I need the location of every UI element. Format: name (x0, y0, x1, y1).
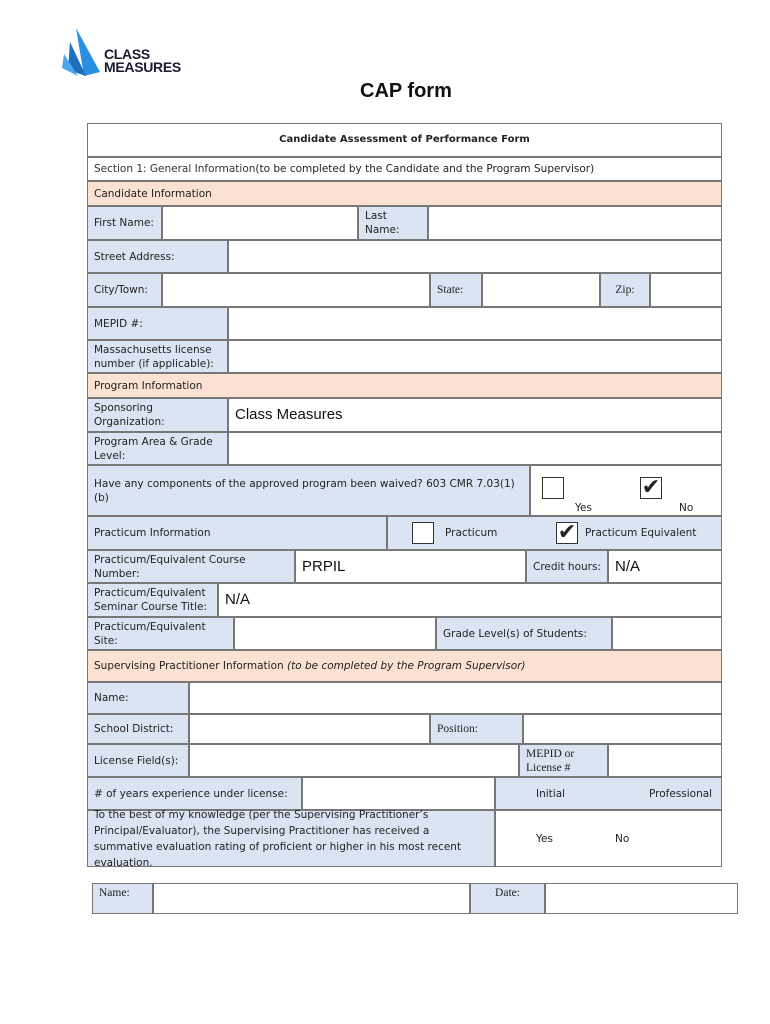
class-measures-logo-icon (62, 28, 100, 78)
professional-option[interactable]: Professional (649, 788, 713, 800)
sponsor-field[interactable] (228, 398, 722, 432)
waived-yes-checkbox[interactable] (542, 477, 564, 499)
mepid-license-label-text: MEPID or License # (526, 747, 575, 774)
brand-name (104, 48, 181, 74)
city-label (87, 273, 162, 307)
mepid-label-text: MEPID #: (94, 317, 143, 330)
waived-question-text: Have any components of the approved program been waived? 603 CMR 7.03(1)(b) (94, 477, 515, 504)
page-title: CAP form (360, 80, 452, 102)
footer-date-field[interactable] (545, 883, 738, 914)
sp-name-label-text: Name: (94, 692, 129, 704)
supervising-header-text: Supervising Practitioner Information (94, 660, 287, 672)
waived-no-checkbox[interactable] (640, 477, 662, 499)
state-field[interactable] (482, 273, 600, 307)
practicum-info-header-text: Practicum Information (94, 527, 211, 539)
site-label-text: Practicum/Equivalent Site: (94, 620, 206, 647)
footer-date-label-text: Date: (495, 887, 520, 899)
zip-field[interactable] (650, 273, 722, 307)
district-label-text: School District: (94, 723, 174, 735)
grade-levels-label (436, 617, 612, 650)
zip-label (600, 273, 650, 307)
candidate-info-header (87, 181, 722, 206)
course-number-label-text: Practicum/Equivalent Course Number: (94, 553, 246, 580)
section1-note: (to be completed by the Candidate and the Program Supervisor) (255, 163, 595, 175)
sponsor-value: Class Measures (235, 406, 343, 423)
seminar-title-label-text: Practicum/Equivalent Seminar Course Title: (94, 587, 208, 613)
seminar-title-label (87, 583, 218, 617)
sp-name-field[interactable] (189, 682, 722, 714)
last-name-field[interactable] (428, 206, 722, 240)
practicum-option-label: Practicum (445, 527, 498, 539)
license-fields-label-text: License Field(s): (94, 754, 179, 767)
last-name-label (358, 206, 428, 240)
credit-hours-field[interactable] (608, 550, 722, 583)
city-label-text: City/Town: (94, 284, 148, 296)
mepid-license-label (519, 744, 608, 777)
attest-options (495, 810, 722, 867)
license-fields-label (87, 744, 189, 777)
course-number-label (87, 550, 295, 583)
brand-line1: CLASS (104, 46, 150, 62)
license-fields-field[interactable] (189, 744, 519, 777)
site-label (87, 617, 234, 650)
first-name-field[interactable] (162, 206, 358, 240)
waived-question (87, 465, 530, 516)
city-field[interactable] (162, 273, 430, 307)
evaluation-attestation (87, 810, 495, 867)
evaluation-attestation-text: To the best of my knowledge (per the Supervising Practitioner’s Principal/Evaluator), the Supervising Practitioner has received a summative evaluation rating of proficient or higher in his most recent evaluation. (94, 808, 462, 869)
footer-name-field[interactable] (153, 883, 470, 914)
program-area-label (87, 432, 228, 465)
supervising-info-header (87, 650, 722, 682)
mepid-field[interactable] (228, 307, 722, 340)
practicum-equivalent-label: Practicum Equivalent (585, 527, 697, 539)
district-label (87, 714, 189, 744)
footer-name-label (92, 883, 153, 914)
street-address-label (87, 240, 228, 273)
attest-yes-option[interactable]: Yes (536, 833, 553, 845)
candidate-info-header-text: Candidate Information (94, 187, 212, 200)
grade-levels-field[interactable] (612, 617, 722, 650)
years-experience-field[interactable] (302, 777, 495, 810)
section1-title: Section 1: General Information (94, 163, 256, 175)
waived-yes-label: Yes (575, 502, 592, 514)
sponsor-label-text: Sponsoring Organization: (94, 402, 165, 428)
credit-hours-label (526, 550, 608, 583)
sp-name-label (87, 682, 189, 714)
years-experience-label-text: # of years experience under license: (94, 787, 288, 800)
practicum-checkbox[interactable] (412, 522, 434, 544)
first-name-label-text: First Name: (94, 217, 154, 229)
first-name-label (87, 206, 162, 240)
years-experience-label (87, 777, 302, 810)
program-area-field[interactable] (228, 432, 722, 465)
supervising-header-note: (to be completed by the Program Supervisor) (287, 660, 526, 672)
district-field[interactable] (189, 714, 430, 744)
practicum-info-header (87, 516, 387, 550)
credit-hours-label-text: Credit hours: (533, 560, 601, 573)
position-field[interactable] (523, 714, 722, 744)
course-number-field[interactable] (295, 550, 526, 583)
seminar-title-field[interactable] (218, 583, 722, 617)
course-number-value: PRPIL (302, 557, 346, 575)
street-address-label-text: Street Address: (94, 250, 175, 263)
initial-option[interactable]: Initial (536, 788, 566, 800)
footer-date-label (470, 883, 545, 914)
grade-levels-label-text: Grade Level(s) of Students: (443, 627, 587, 640)
state-label-text: State: (437, 284, 464, 296)
section1-row (87, 157, 722, 181)
zip-label-text: Zip: (615, 284, 635, 296)
credit-hours-value: N/A (615, 557, 641, 575)
last-name-label-text: Last Name: (365, 210, 400, 236)
waived-no-check-icon: ✔ (641, 475, 661, 500)
form-heading-text: Candidate Assessment of Performance Form (279, 134, 530, 145)
program-info-header (87, 373, 722, 398)
program-area-label-text: Program Area & Grade Level: (94, 435, 213, 462)
state-label (430, 273, 482, 307)
position-label-text: Position: (437, 723, 478, 735)
form-heading (87, 123, 722, 157)
brand-logo (62, 28, 192, 78)
mepid-label (87, 307, 228, 340)
seminar-title-value: N/A (225, 591, 251, 608)
street-address-field[interactable] (228, 240, 722, 273)
position-label (430, 714, 523, 744)
program-info-header-text: Program Information (94, 379, 203, 392)
practicum-equivalent-check-icon: ✔ (557, 520, 577, 545)
site-field[interactable] (234, 617, 436, 650)
license-label-text: Massachusetts license number (if applicable): (94, 343, 214, 370)
attest-no-option[interactable]: No (615, 833, 630, 845)
license-field[interactable] (228, 340, 722, 373)
practicum-equivalent-checkbox[interactable] (556, 522, 578, 544)
license-label (87, 340, 228, 373)
mepid-license-field[interactable] (608, 744, 722, 777)
brand-line2: MEASURES (104, 59, 181, 75)
waived-no-label: No (679, 502, 694, 514)
sponsor-label (87, 398, 228, 432)
footer-name-label-text: Name: (99, 887, 130, 899)
